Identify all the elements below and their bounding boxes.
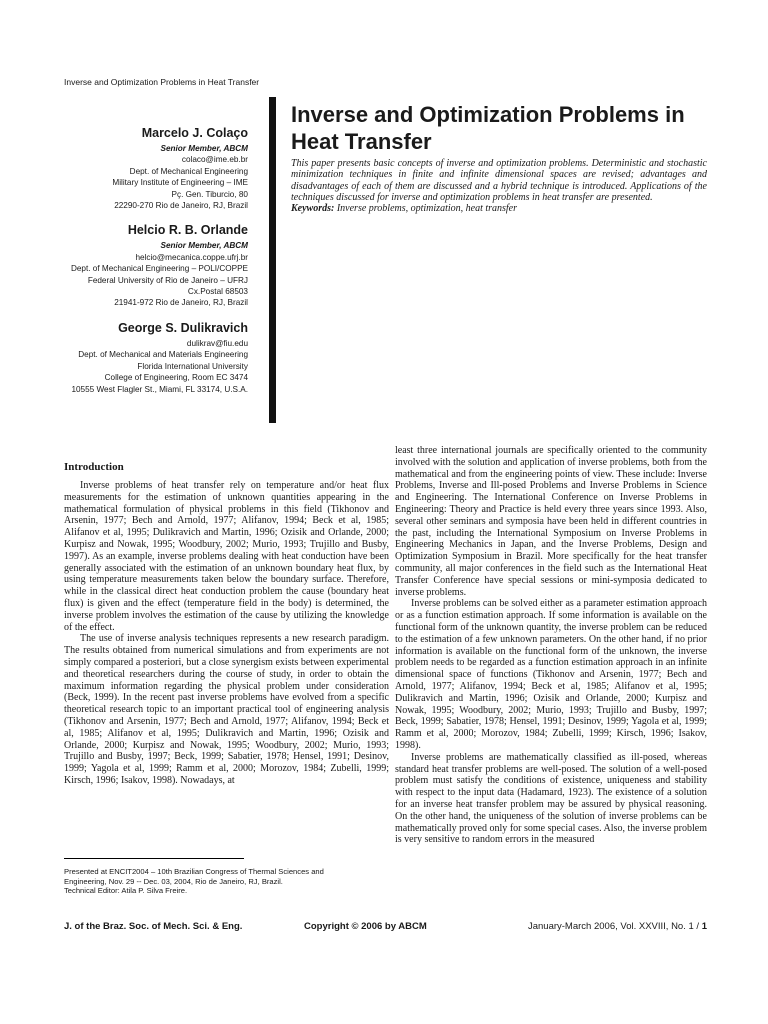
- journal-name: J. of the Braz. Soc. of Mech. Sci. & Eng.: [64, 921, 243, 932]
- copyright-notice: Copyright © 2006 by ABCM: [304, 921, 427, 932]
- author-affiliation-line: Florida International University: [137, 361, 248, 371]
- author-affiliation-line: 10555 West Flagler St., Miami, FL 33174, U.S.A.: [71, 384, 248, 394]
- paper-title: Inverse and Optimization Problems in Heat Transfer: [291, 102, 685, 154]
- author-name: George S. Dulikravich: [118, 320, 248, 335]
- author-affiliation-line: Military Institute of Engineering – IME: [112, 178, 248, 188]
- author-role: Senior Member, ABCM: [160, 144, 248, 153]
- abstract-text: This paper presents basic concepts of inverse and optimization problems. Deterministic and stochastic minimization techniques in finite and infinite dimensional spaces are revised; advantages and disadvantages of each of them are discussed and a hybrid technique is introduced. Applications of the techniques discussed for inverse and optimization problems in heat transfer are presented.: [291, 158, 707, 203]
- author-affiliation-line: Dept. of Mechanical and Materials Engineering: [78, 350, 248, 360]
- footnote-line: Engineering, Nov. 29 -- Dec. 03, 2004, Rio de Janeiro, RJ, Brazil.: [64, 876, 283, 886]
- author-affiliation-line: Cx.Postal 68503: [187, 287, 248, 297]
- author-affiliation-line: Dept. of Mechanical Engineering: [129, 166, 248, 176]
- author-affiliation-line: Federal University of Rio de Janeiro – UFRJ: [87, 275, 248, 285]
- body-paragraph: least three international journals are specifically oriented to the community involved with the solution and application of inverse problems, both from the mathematical and from the engineering points of view. These include: Inverse Problems, Inverse and Ill-posed Problems and Inverse Problems in Science and Engineering. The International Conference on Inverse Problems in Engineering: Theory and Practice is held every three years since 1993. Also, several other seminars and symposia have been held in different countries in the past, including the International Symposium on Inverse Problems in Engineering Mechanics in Japan, and the Inverse Problems, Design and Optimization Symposium in Brazil. More specifically for the heat transfer community, all major conferences in the field such as the International Heat Transfer Conference have special sessions or mini-symposia dedicated to inverse problems.: [395, 445, 707, 598]
- author-role: Senior Member, ABCM: [160, 241, 248, 251]
- keywords-line: [291, 203, 707, 214]
- author-email: colaco@ime.eb.br: [181, 155, 248, 165]
- body-paragraph: The use of inverse analysis techniques represents a new research paradigm. The results obtained from numerical simulations and from experiments are not simply compared a posteriori, but a close synergism exists between experimental and theoretical researchers during the course of study, in order to obtain the maximum information regarding the physical problem under consideration (Beck, 1999). In the recent past inverse problems have evolved from a specific theoretical research topic to an important practical tool of engineering analysis (Tikhonov and Arsenin, 1977; Bech and Arnold, 1977; Alifanov, 1994; Beck et al, 1985; Alifanov et al, 1995; Dulikravich and Martin, 1996; Ozisik and Orlande, 2000; Kurpisz and Nowak, 1995; Woodbury, 2002; Murio, 1993; Trujillo and Busby, 1997; Beck, 1999; Sabatier, 1978; Hensel, 1991; Desinov, 1999; Yagola et al, 1999; Ramm et al, 2000; Morozov, 1984; Zubelli, 1999; Kirsch, 1996; Isakov, 1998). Nowadays, at: [64, 633, 389, 786]
- author-email: helcio@mecanica.coppe.ufrj.br: [135, 252, 248, 262]
- body-paragraph: Inverse problems can be solved either as a parameter estimation approach or as a function estimation approach. If some information is available on the functional form of the unknown quantity, the inverse problem can be reduced to the estimation of a few unknown parameters. On the other hand, if no prior information is available on the functional form of the unknown, the inverse problem needs to be regarded as a function estimation approach in an infinite dimensional space of functions (Tikhonov and Arsenin, 1977; Bech and Arnold, 1977; Alifanov, 1994; Beck et al, 1985; Alifanov et al, 1995; Dulikravich and Martin, 1996; Ozisik and Orlande, 2000; Kurpisz and Nowak, 1995; Woodbury, 2002; Murio, 1993; Trujillo and Busby, 1997; Beck, 1999; Sabatier, 1978; Hensel, 1991; Desinov, 1999; Yagola et al, 1999; Ramm et al, 2000; Morozov, 1984; Zubelli, 1999; Kirsch, 1996; Isakov, 1998).: [395, 598, 707, 751]
- title-divider-bar: [269, 97, 276, 423]
- issue-info: [528, 921, 707, 932]
- author-affiliation-line: 21941-972 Rio de Janeiro, RJ, Brazil: [114, 298, 248, 308]
- author-name: Helcio R. B. Orlande: [127, 223, 248, 238]
- author-3: [40, 321, 248, 395]
- author-email: dulikrav@fiu.edu: [186, 338, 248, 348]
- issue-text: January-March 2006, Vol. XXVIII, No. 1 /: [527, 921, 702, 932]
- footnote-rule: [64, 858, 244, 859]
- left-column: [64, 461, 389, 787]
- footnote-line: Technical Editor: Atila P. Silva Freire.: [64, 886, 188, 896]
- keywords-text: Inverse problems, optimization, heat transfer: [334, 203, 518, 215]
- body-paragraph: Inverse problems of heat transfer rely on temperature and/or heat flux measurements for the estimation of unknown quantities appearing in the mathematical formulation of physical problems in this field (Tikhonov and Arsenin, 1977; Bech and Arnold, 1977; Alifanov, 1994; Beck et al, 1985; Alifanov et al, 1995; Dulikravich and Martin, 1996; Ozisik and Orlande, 2000; Kurpisz and Nowak, 1995; Woodbury, 2002; Murio, 1993; Trujillo and Busby, 1997). As an example, inverse problems dealing with heat conduction have been generally associated with the estimation of an unknown boundary heat flux, by using temperature measurements taken below the boundary surface. Therefore, while in the classical direct heat conduction problem the cause (boundary heat flux) is given and the effect (temperature field in the body) is determined, the inverse problem involves the estimation of the cause by utilizing the knowledge of the effect.: [64, 480, 389, 633]
- running-head: Inverse and Optimization Problems in Heat Transfer: [64, 77, 260, 87]
- footnote-line: Presented at ENCIT2004 – 10th Brazilian Congress of Thermal Sciences and: [64, 867, 324, 876]
- author-affiliation-line: Pç. Gen. Tiburcio, 80: [171, 189, 248, 199]
- author-name: Marcelo J. Colaço: [141, 126, 248, 140]
- section-heading-introduction: Introduction: [64, 461, 124, 473]
- keywords-label: Keywords:: [291, 203, 335, 215]
- author-2: [40, 223, 248, 308]
- author-1: [40, 126, 248, 211]
- footnote: [64, 867, 394, 896]
- abstract: [291, 158, 707, 214]
- author-affiliation-line: Dept. of Mechanical Engineering – POLI/COPPE: [70, 264, 248, 274]
- author-affiliation-line: College of Engineering, Room EC 3474: [104, 373, 248, 383]
- author-block: [40, 126, 248, 407]
- body-paragraph: Inverse problems are mathematically classified as ill-posed, whereas standard heat transfer problems are well-posed. The solution of a well-posed problem must satisfy the conditions of existence, uniqueness and stability with respect to the input data (Hadamard, 1923). The existence of a solution for an inverse heat transfer problem may be assured by physical reasoning. On the other hand, the uniqueness of the solution of inverse problems can be mathematically proved only for some special cases. Also, the inverse problem is very sensitive to random errors in the measured: [395, 751, 707, 846]
- author-affiliation-line: 22290-270 Rio de Janeiro, RJ, Brazil: [114, 201, 248, 211]
- page-number: 1: [701, 921, 707, 932]
- right-column: [395, 445, 707, 846]
